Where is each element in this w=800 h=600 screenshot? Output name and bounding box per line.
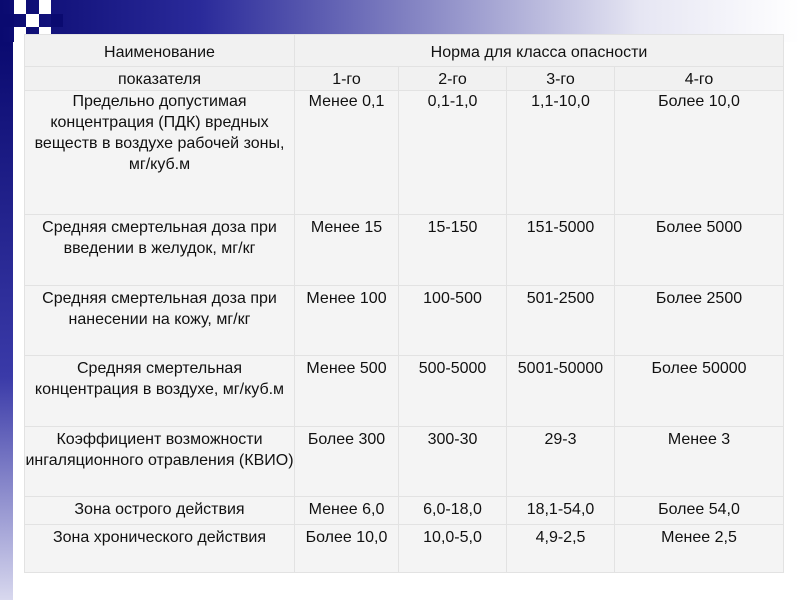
row-value: Более 50000 <box>615 356 784 427</box>
hazard-class-table <box>24 34 784 573</box>
row-value: Менее 3 <box>615 427 784 497</box>
row-value: 29-3 <box>507 427 615 497</box>
row-label: Зона хронического действия <box>25 525 295 573</box>
row-label: Средняя смертельная доза при введении в желудок, мг/кг <box>25 215 295 286</box>
header-class-1: 1-го <box>295 67 399 91</box>
row-value: Более 54,0 <box>615 497 784 525</box>
decor-square <box>14 0 26 14</box>
table-row <box>25 356 784 427</box>
decor-square <box>0 14 14 27</box>
row-label: Зона острого действия <box>25 497 295 525</box>
table-row <box>25 497 784 525</box>
row-value: Менее 15 <box>295 215 399 286</box>
row-value: 18,1-54,0 <box>507 497 615 525</box>
row-label: Средняя смертельная концентрация в воздухе, мг/куб.м <box>25 356 295 427</box>
row-value: Менее 0,1 <box>295 91 399 215</box>
header-name: Наименование <box>25 35 295 67</box>
row-value: Менее 100 <box>295 286 399 356</box>
decor-square <box>26 14 39 27</box>
row-value: 4,9-2,5 <box>507 525 615 573</box>
row-value: 300-30 <box>399 427 507 497</box>
header-class-4: 4-го <box>615 67 784 91</box>
row-label: Предельно допустимая концентрация (ПДК) вредных веществ в воздухе рабочей зоны, мг/куб.м <box>25 91 295 215</box>
row-value: 151-5000 <box>507 215 615 286</box>
header-class-2: 2-го <box>399 67 507 91</box>
table-row <box>25 525 784 573</box>
row-value: 1,1-10,0 <box>507 91 615 215</box>
decor-square <box>39 0 51 14</box>
table-row <box>25 286 784 356</box>
row-label: Коэффициент возможности ингаляционного отравления (КВИО) <box>25 427 295 497</box>
header-norm-title: Норма для класса опасности <box>295 35 784 67</box>
row-label: Средняя смертельная доза при нанесении на кожу, мг/кг <box>25 286 295 356</box>
table-row <box>25 427 784 497</box>
row-value: 0,1-1,0 <box>399 91 507 215</box>
row-value: 500-5000 <box>399 356 507 427</box>
table-row <box>25 91 784 215</box>
header-row <box>25 35 784 67</box>
row-value: Более 10,0 <box>295 525 399 573</box>
table-row <box>25 215 784 286</box>
row-value: 100-500 <box>399 286 507 356</box>
row-value: Более 10,0 <box>615 91 784 215</box>
row-value: 501-2500 <box>507 286 615 356</box>
row-value: Более 2500 <box>615 286 784 356</box>
row-value: Менее 6,0 <box>295 497 399 525</box>
row-value: 5001-50000 <box>507 356 615 427</box>
header-class-3: 3-го <box>507 67 615 91</box>
row-value: Более 5000 <box>615 215 784 286</box>
row-value: Менее 500 <box>295 356 399 427</box>
row-value: 6,0-18,0 <box>399 497 507 525</box>
row-value: 15-150 <box>399 215 507 286</box>
header-subrow <box>25 67 784 91</box>
side-bar <box>0 42 13 600</box>
row-value: 10,0-5,0 <box>399 525 507 573</box>
row-value: Менее 2,5 <box>615 525 784 573</box>
header-name-line2: показателя <box>25 67 295 91</box>
row-value: Более 300 <box>295 427 399 497</box>
decor-square <box>51 14 63 27</box>
